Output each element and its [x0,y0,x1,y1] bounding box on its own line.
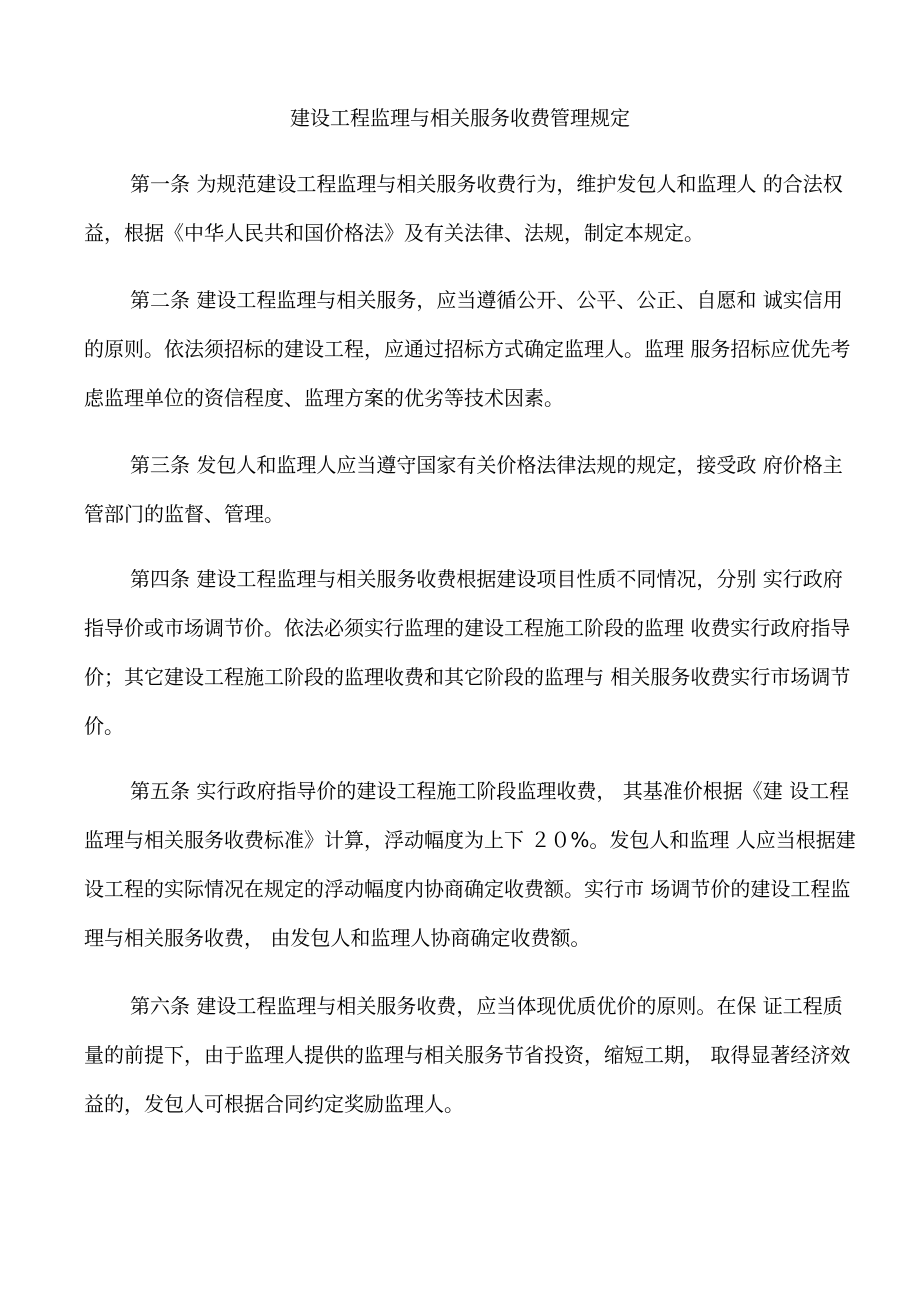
article-2 [84,276,851,423]
article-line: 第一条 为规范建设工程监理与相关服务收费行为，维护发包人和监理人 的合法权 [130,172,843,196]
article-3 [84,441,843,539]
article-line: 第五条 实行政府指导价的建设工程施工阶段监理收费， 其基准价根据《建 设工程 [130,779,850,803]
article-line: 的原则。依法须招标的建设工程，应通过招标方式确定监理人。监理 服务招标应优先考 [84,337,851,361]
article-line: 设工程的实际情况在规定的浮动幅度内协商确定收费额。实行市 场调节价的建设工程监 [84,877,851,901]
article-line: 益，根据《中华人民共和国价格法》及有关法律、法规，制定本规定。 [84,221,704,245]
article-line: 量的前提下，由于监理人提供的监理与相关服务节省投资，缩短工期， 取得显著经济效 [84,1043,851,1067]
article-4 [84,555,851,751]
article-line: 理与相关服务收费， 由发包人和监理人协商确定收费额。 [84,926,591,950]
article-line: 监理与相关服务收费标准》计算，浮动幅度为上下 ２０%。发包人和监理 人应当根据建 [84,828,856,852]
article-line: 第六条 建设工程监理与相关服务收费，应当体现优质优价的原则。在保 证工程质 [130,994,843,1018]
document-title: 建设工程监理与相关服务收费管理规定 [290,106,630,130]
article-1 [84,160,843,258]
article-line: 第二条 建设工程监理与相关服务，应当遵循公开、公平、公正、自愿和 诚实信用 [130,288,843,312]
article-line: 第三条 发包人和监理人应当遵守国家有关价格法律法规的规定，接受政 府价格主 [130,453,843,477]
article-line: 管部门的监督、管理。 [84,502,284,526]
article-line: 虑监理单位的资信程度、监理方案的优劣等技术因素。 [84,386,564,410]
article-line: 第四条 建设工程监理与相关服务收费根据建设项目性质不同情况，分别 实行政府 [130,567,843,591]
article-5 [84,767,856,963]
article-line: 益的，发包人可根据合同约定奖励监理人。 [84,1092,464,1116]
article-line: 指导价或市场调节价。依法必须实行监理的建设工程施工阶段的监理 收费实行政府指导 [84,616,851,640]
article-6 [84,982,851,1129]
article-line: 价；其它建设工程施工阶段的监理收费和其它阶段的监理与 相关服务收费实行市场调节 [84,665,851,689]
article-line: 价。 [84,714,124,738]
